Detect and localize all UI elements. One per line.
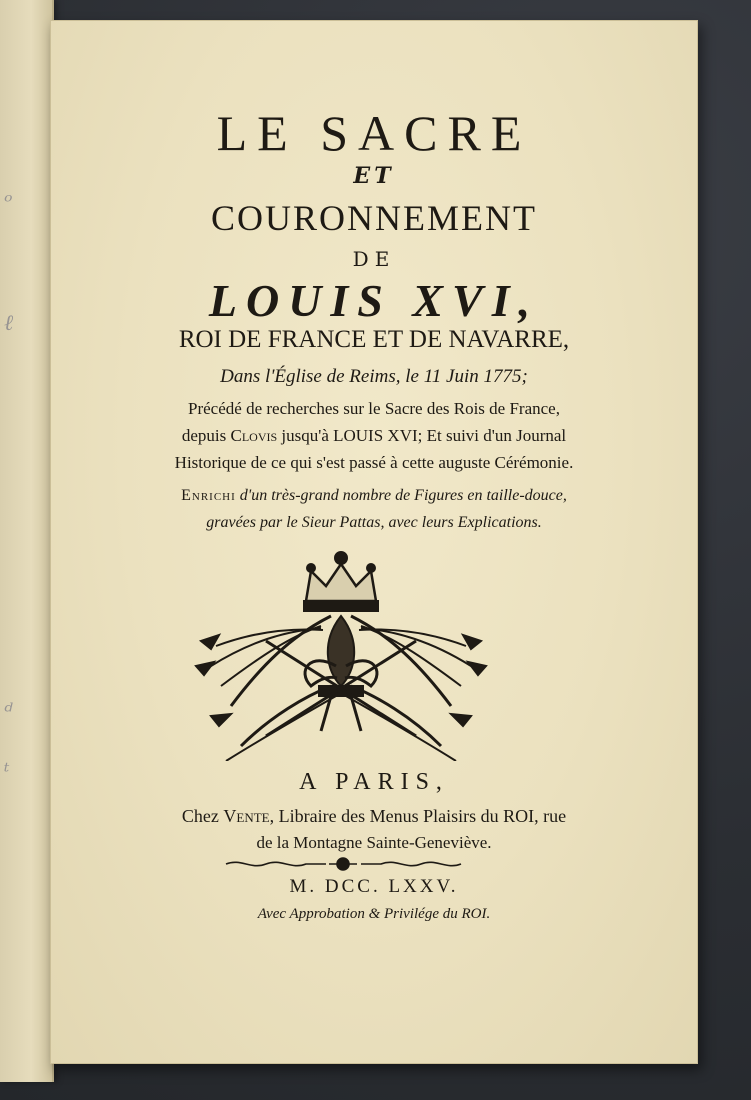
handwriting-mark: ℓ <box>4 311 14 336</box>
title-line-4: DE <box>352 247 396 271</box>
imprint-year: M. DCC. LXXV. <box>289 876 459 897</box>
royal-crown-fleur-de-lis-vignette <box>171 546 511 761</box>
publisher-text: Chez <box>181 806 224 826</box>
title-page-content <box>51 21 697 1063</box>
place-date: Dans l'Église de Reims, le 11 Juin 1775; <box>220 366 528 387</box>
description-line-2 <box>51 426 697 446</box>
imprint-city: A PARIS, <box>299 769 449 795</box>
publisher-text: , Libraire des Menus Plaisirs du ROI, rue <box>269 806 567 826</box>
handwriting-mark: ᵒ <box>4 190 13 215</box>
imprint-publisher <box>51 806 697 827</box>
ornamental-rule <box>221 856 466 872</box>
enrichment-line-2: gravées par le Sieur Pattas, avec leurs Explications. <box>206 514 542 531</box>
title-page <box>50 20 698 1064</box>
description-text: depuis <box>181 426 231 445</box>
title-line-1: LE SACRE <box>216 105 532 161</box>
handwriting-mark: ᵈ <box>4 700 13 725</box>
description-text: jusqu'à LOUIS XVI; Et suivi d'un Journal <box>277 426 567 445</box>
enrichment-lead: Enrichi <box>181 487 236 504</box>
imprint-address: de la Montagne Sainte-Geneviève. <box>256 833 492 852</box>
handwriting-mark: ᵗ <box>4 760 10 785</box>
subtitle: ROI DE FRANCE ET DE NAVARRE, <box>178 326 570 353</box>
enrichment-text: d'un très-grand nombre de Figures en taille-douce, <box>235 487 567 504</box>
facing-page-edge <box>0 0 54 1082</box>
title-line-2: ET <box>353 163 395 189</box>
title-line-5: LOUIS XVI, <box>208 275 540 326</box>
publisher-name: Vente <box>223 806 270 826</box>
description-line-3: Historique de ce qui s'est passé à cette auguste Cérémonie. <box>174 453 574 472</box>
title-line-3: COURONNEMENT <box>211 198 537 238</box>
description-name: Clovis <box>230 426 278 445</box>
imprint-privilege: Avec Approbation & Privilége du ROI. <box>257 906 491 922</box>
enrichment-line-1 <box>51 487 697 505</box>
description-line-1: Précédé de recherches sur le Sacre des Rois de France, <box>188 399 560 418</box>
